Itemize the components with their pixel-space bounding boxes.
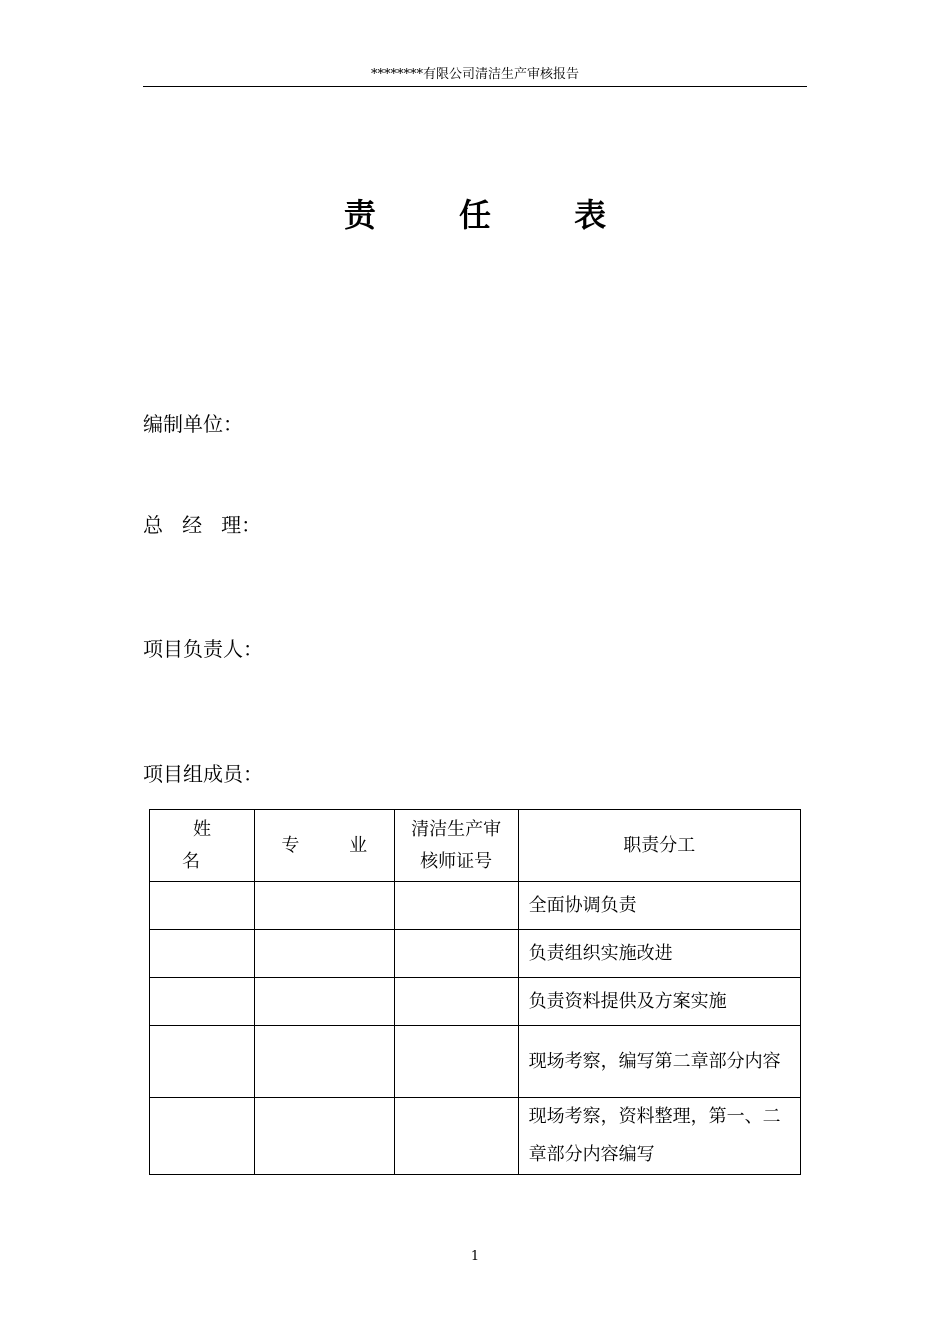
cell-duty: 现场考察，资料整理，第一、二章部分内容编写 xyxy=(518,1098,800,1175)
table-row xyxy=(150,1098,801,1175)
cell-cert-no xyxy=(394,930,518,978)
header-divider xyxy=(143,86,807,87)
cell-cert-no xyxy=(394,1026,518,1098)
cell-duty: 负责组织实施改进 xyxy=(518,930,800,978)
cell-name xyxy=(150,1026,255,1098)
cell-major xyxy=(254,930,394,978)
project-leader-label: 项目负责人： xyxy=(143,637,263,661)
cell-major xyxy=(254,882,394,930)
cell-major xyxy=(254,978,394,1026)
compiler-unit-label: 编制单位： xyxy=(143,412,243,436)
general-manager-label: 总 经 理： xyxy=(143,513,262,537)
cell-cert-no xyxy=(394,882,518,930)
table-row xyxy=(150,930,801,978)
cell-cert-no xyxy=(394,1098,518,1175)
header-duty: 职责分工 xyxy=(518,810,800,882)
page-number: 1 xyxy=(470,1249,480,1264)
header-name: 姓 名 xyxy=(150,810,255,882)
cell-cert-no xyxy=(394,978,518,1026)
cell-duty: 全面协调负责 xyxy=(518,882,800,930)
running-header: ********有限公司清洁生产审核报告 xyxy=(370,67,579,82)
header-cert-no-text: 清洁生产审核师证号 xyxy=(411,818,502,872)
cell-name xyxy=(150,1098,255,1175)
header-major: 专 业 xyxy=(254,810,394,882)
cell-name xyxy=(150,978,255,1026)
project-members-label: 项目组成员： xyxy=(143,762,263,786)
responsibility-table xyxy=(149,809,801,1175)
document-title: 责 任 表 xyxy=(343,196,643,234)
table-header-row xyxy=(150,810,801,882)
cell-duty: 现场考察，编写第二章部分内容 xyxy=(518,1026,800,1098)
cell-duty: 负责资料提供及方案实施 xyxy=(518,978,800,1026)
cell-major xyxy=(254,1026,394,1098)
cell-name xyxy=(150,882,255,930)
table-row xyxy=(150,882,801,930)
table-row xyxy=(150,978,801,1026)
cell-major xyxy=(254,1098,394,1175)
table-row xyxy=(150,1026,801,1098)
cell-name xyxy=(150,930,255,978)
header-cert-no xyxy=(394,810,518,882)
